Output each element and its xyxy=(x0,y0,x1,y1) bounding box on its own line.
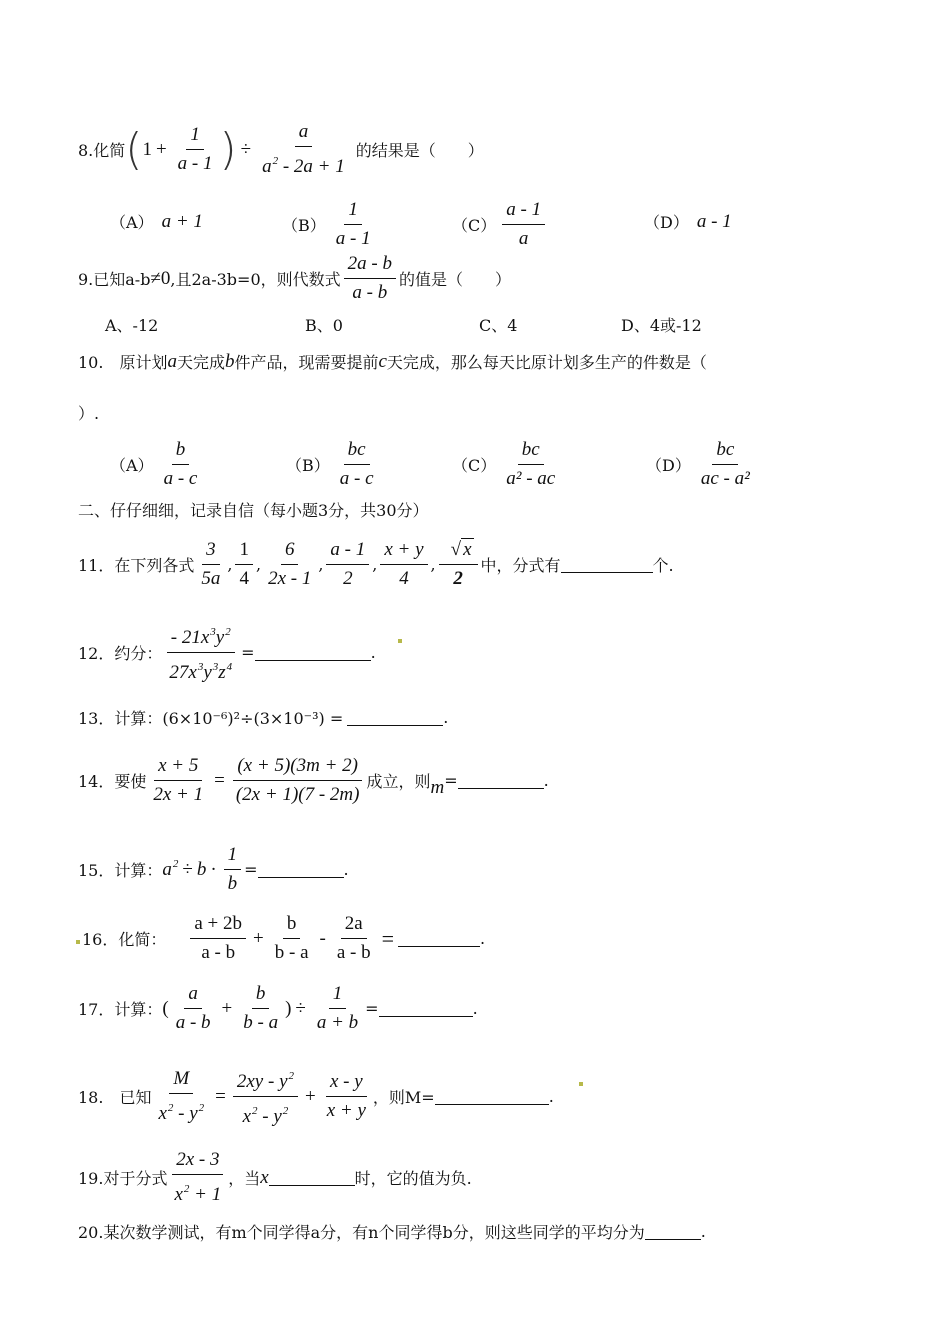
q9-option-d: D、4或-12 xyxy=(621,316,702,335)
marker-dot xyxy=(398,639,402,643)
question-8: 8.化简 ( 1 + $\frac{1}{a - 1}$ ) ÷ $\frac{a}{a^2 - 2a + 1}$ 的结果是（ ） xyxy=(78,121,484,177)
q15-answer-blank[interactable] xyxy=(258,861,344,878)
question-17: 17．计算： ( $\frac{a}{a - b}$ + $\frac{b}{b - a}$ ) ÷ $\frac{1}{a + b}$ = . xyxy=(78,983,478,1033)
question-15: 15．计算： $a^2$ ÷ b · $\frac{1}{b}$ = . xyxy=(78,844,349,894)
q9-option-a: A、-12 xyxy=(105,316,159,335)
q10-option-c: （C） $\frac{bc}{\text{a² - ac}}$ xyxy=(452,439,556,489)
question-9: 9.已知a-b ≠0 ,且2a-3b=0，则代数式 $\frac{2a - b}{a - b}$ 的值是（ ） xyxy=(78,253,511,303)
q16-answer-blank[interactable] xyxy=(398,930,480,947)
q8-option-b: （B） $\frac{1}{a - 1}$ xyxy=(282,199,371,249)
question-10: 10. 原计划 a 天完成 b 件产品，现需要提前 c 天完成，那么每天比原计划多生产的件数是（ xyxy=(78,350,707,372)
q10-option-b: （B） $\frac{bc}{a - c}$ xyxy=(286,439,374,489)
q20-answer-blank[interactable] xyxy=(645,1223,701,1240)
q10-option-d: （D） $\frac{bc}{\text{ac - a²}}$ xyxy=(646,439,750,489)
q8-option-d: （D） a - 1 xyxy=(644,210,732,232)
q12-answer-blank[interactable] xyxy=(255,644,371,661)
section-2-heading: 二、仔仔细细，记录自信（每小题3分，共30分） xyxy=(78,501,429,520)
question-11: 11．在下列各式 $\frac{3}{5a}$ , $\frac{1}{4}$ , $\frac{6}{2x - 1}$ , $\frac{a - 1}{2}$ , $\frac{x + y}{4}$ , $\frac{√ x}{2}$ 中，分式有 个. xyxy=(78,539,674,589)
q10-option-a: （A） $\frac{b}{a - c}$ xyxy=(110,439,198,489)
question-16: 16．化简： $\frac{a + 2b}{a - b}$ + $\frac{b}{b - a}$ - $\frac{2a}{a - b}$ = . xyxy=(82,913,486,963)
q18-answer-blank[interactable] xyxy=(435,1088,549,1105)
question-13: 13．计算：(6×10⁻⁶)²÷(3×10⁻³) = . xyxy=(78,708,449,728)
question-19: 19.对于分式 $\frac{2x - 3}{x^2 + 1}$ ，当 x 时，它的值为负. xyxy=(78,1149,472,1205)
q14-answer-blank[interactable] xyxy=(458,772,544,789)
question-14: 14．要使 $\frac{x + 5}{2x + 1}$ = $\frac{(x + 5)(3m + 2)}{(2x + 1)(7 - 2m)}$ 成立，则 m = . xyxy=(78,755,549,805)
marker-dot xyxy=(579,1082,583,1086)
question-18: 18. 已知 $\frac{M}{x^2 - y^2}$ = $\frac{2xy - y^2}{x^2 - y^2}$ + $\frac{x - y}{x + y}$ ，则M= . xyxy=(78,1064,554,1129)
q8-option-a: （A） a + 1 xyxy=(110,210,203,232)
q11-answer-blank[interactable] xyxy=(561,556,653,573)
question-20: 20.某次数学测试，有m个同学得a分，有n个同学得b分，则这些同学的平均分为 . xyxy=(78,1222,706,1242)
q9-option-b: B、0 xyxy=(305,316,343,335)
q9-option-c: C、4 xyxy=(479,316,518,335)
q13-answer-blank[interactable] xyxy=(347,709,443,726)
q19-answer-blank[interactable] xyxy=(269,1169,355,1186)
q17-answer-blank[interactable] xyxy=(379,1000,473,1017)
q8-option-c: （C） $\frac{a - 1}{a}$ xyxy=(452,198,548,251)
q8-suffix: 的结果是（ ） xyxy=(355,141,484,160)
question-12: 12．约分： $\frac{- 21x^3y^2}{27x^3y^3z^4}$ = . xyxy=(78,620,376,685)
q10-line2: ）. xyxy=(78,404,100,423)
q8-prefix: 8.化简 xyxy=(78,141,126,160)
